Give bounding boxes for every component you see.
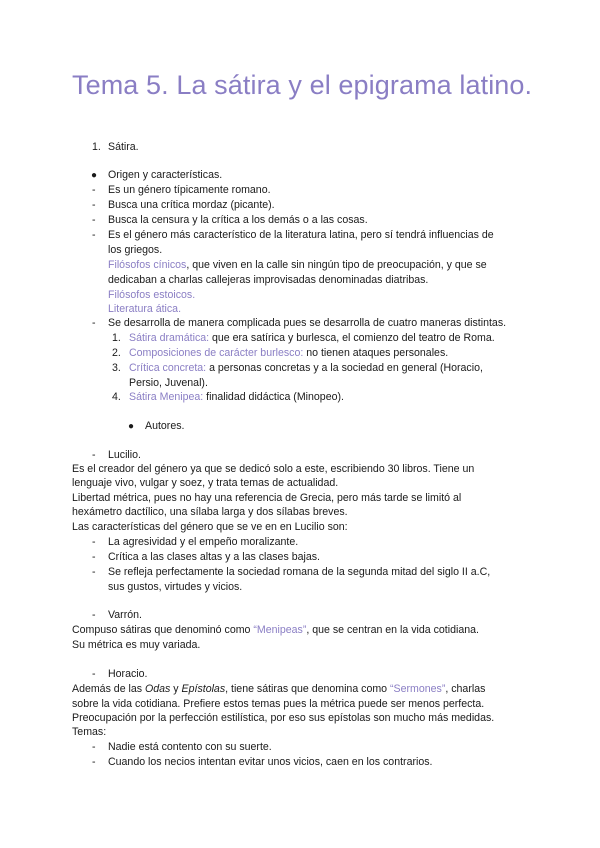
manera-text: no tienen ataques personales.: [303, 347, 449, 359]
cinicos-line: [108, 258, 487, 273]
text-segment: Compuso sátiras que denominó como: [72, 624, 254, 636]
bullet-marker: ●: [128, 421, 135, 432]
dash-marker: -: [92, 536, 96, 548]
manera-label: Crítica concreta:: [129, 362, 207, 374]
manera-text: finalidad didáctica (Minopeo).: [203, 391, 344, 403]
manera-text: que era satírica y burlesca, el comienzo del teatro de Roma.: [209, 332, 495, 344]
dash-marker: -: [92, 317, 96, 329]
author-name: Lucilio.: [108, 449, 141, 461]
list-item: Cuando los necios intentan evitar unos vicios, caen en los contrarios.: [108, 756, 433, 768]
dash-marker: -: [92, 214, 96, 226]
section-heading: Sátira.: [108, 141, 139, 153]
page-title: Tema 5. La sátira y el epigrama latino.: [72, 70, 533, 100]
text-segment: Además de las: [72, 683, 146, 695]
list-item: Nadie está contento con su suerte.: [108, 741, 272, 753]
dash-marker: -: [92, 756, 96, 768]
list-item: Crítica a las clases altas y a las clases bajas.: [108, 551, 320, 563]
desarrolla-text: Se desarrolla de manera complicada pues se desarrolla de cuatro maneras distintas.: [108, 317, 507, 329]
bullet-marker: ●: [91, 170, 98, 181]
dash-marker: -: [92, 551, 96, 563]
paragraph-line: Es el creador del género ya que se dedicó solo a este, escribiendo 30 libros. Tiene un: [72, 463, 475, 475]
origen-heading: Origen y características.: [108, 169, 223, 181]
paragraph-line: Libertad métrica, pues no hay una referencia de Grecia, pero más tarde se limitó al: [72, 492, 462, 504]
atica-label: Literatura ática.: [108, 303, 182, 315]
list-item: Busca la censura y la crítica a los demás o a las cosas.: [108, 214, 368, 226]
estoicos-label: Filósofos estoicos.: [108, 289, 196, 301]
list-number: 2.: [112, 347, 121, 359]
manera-label: Sátira Menipea:: [129, 391, 204, 403]
list-item-cont: sus gustos, virtudes y vicios.: [108, 581, 243, 593]
dash-marker: -: [92, 449, 96, 461]
manera-label: Composiciones de carácter burlesco:: [129, 347, 304, 359]
list-item: La agresividad y el empeño moralizante.: [108, 536, 299, 548]
list-item: Busca una crítica mordaz (picante).: [108, 199, 275, 211]
dash-marker: -: [92, 668, 96, 680]
section-number: 1.: [92, 141, 101, 153]
paragraph-line: sobre la vida cotidiana. Prefiere estos temas pues la métrica puede ser menos perfecta.: [72, 698, 485, 710]
cinicos-label: Filósofos cínicos: [108, 259, 187, 271]
text-segment: y: [170, 683, 182, 695]
paragraph-line: hexámetro dactílico, una sílaba larga y dos sílabas breves.: [72, 506, 348, 518]
dash-marker: -: [92, 229, 96, 241]
cinicos-text: , que viven en la calle sin ningún tipo de preocupación, y que se: [186, 259, 487, 271]
manera-label: Sátira dramática:: [129, 332, 210, 344]
list-number: 3.: [112, 362, 121, 374]
cinicos-text-2: dedicaban a charlas callejeras improvisadas denominadas diatribas.: [108, 274, 429, 286]
dash-marker: -: [92, 566, 96, 578]
text-segment: , que se centran en la vida cotidiana.: [306, 624, 479, 636]
paragraph-line: [72, 623, 479, 638]
paragraph-line: Su métrica es muy variada.: [72, 639, 201, 651]
paragraph-line: Temas:: [72, 726, 107, 738]
dash-marker: -: [92, 184, 96, 196]
manera-item: [129, 346, 448, 361]
list-item: Es un género típicamente romano.: [108, 184, 271, 196]
dash-marker: -: [92, 741, 96, 753]
epistolas-term: Epístolas: [181, 683, 226, 695]
list-item: Se refleja perfectamente la sociedad romana de la segunda mitad del siglo II a.C,: [108, 566, 491, 578]
text-segment: , charlas: [445, 683, 486, 695]
paragraph-line: Preocupación por la perfección estilística, por eso sus epístolas son mucho más medidas.: [72, 712, 495, 724]
list-item-cont: los griegos.: [108, 244, 163, 256]
text-segment: , tiene sátiras que denomina como: [225, 683, 391, 695]
paragraph-line: lenguaje vivo, vulgar y soez, y trata temas de actualidad.: [72, 477, 339, 489]
list-number: 4.: [112, 391, 121, 403]
dash-marker: -: [92, 609, 96, 621]
sermones-term: “Sermones”: [390, 683, 446, 695]
manera-item: [129, 361, 483, 376]
author-name: Varrón.: [108, 609, 142, 621]
paragraph-line: Las características del género que se ve en en Lucilio son:: [72, 521, 348, 533]
list-item: Es el género más característico de la literatura latina, pero sí tendrá influencias de: [108, 229, 494, 241]
author-name: Horacio.: [108, 668, 148, 680]
manera-item: [129, 331, 495, 346]
odas-term: Odas: [145, 683, 171, 695]
list-number: 1.: [112, 332, 121, 344]
autores-heading: Autores.: [145, 420, 185, 432]
dash-marker: -: [92, 199, 96, 211]
manera-text: a personas concretas y a la sociedad en general (Horacio,: [206, 362, 483, 374]
paragraph-line: [72, 682, 485, 697]
menipeas-term: “Menipeas”: [253, 624, 307, 636]
manera-text-cont: Persio, Juvenal).: [129, 377, 208, 389]
manera-item: [129, 390, 344, 405]
